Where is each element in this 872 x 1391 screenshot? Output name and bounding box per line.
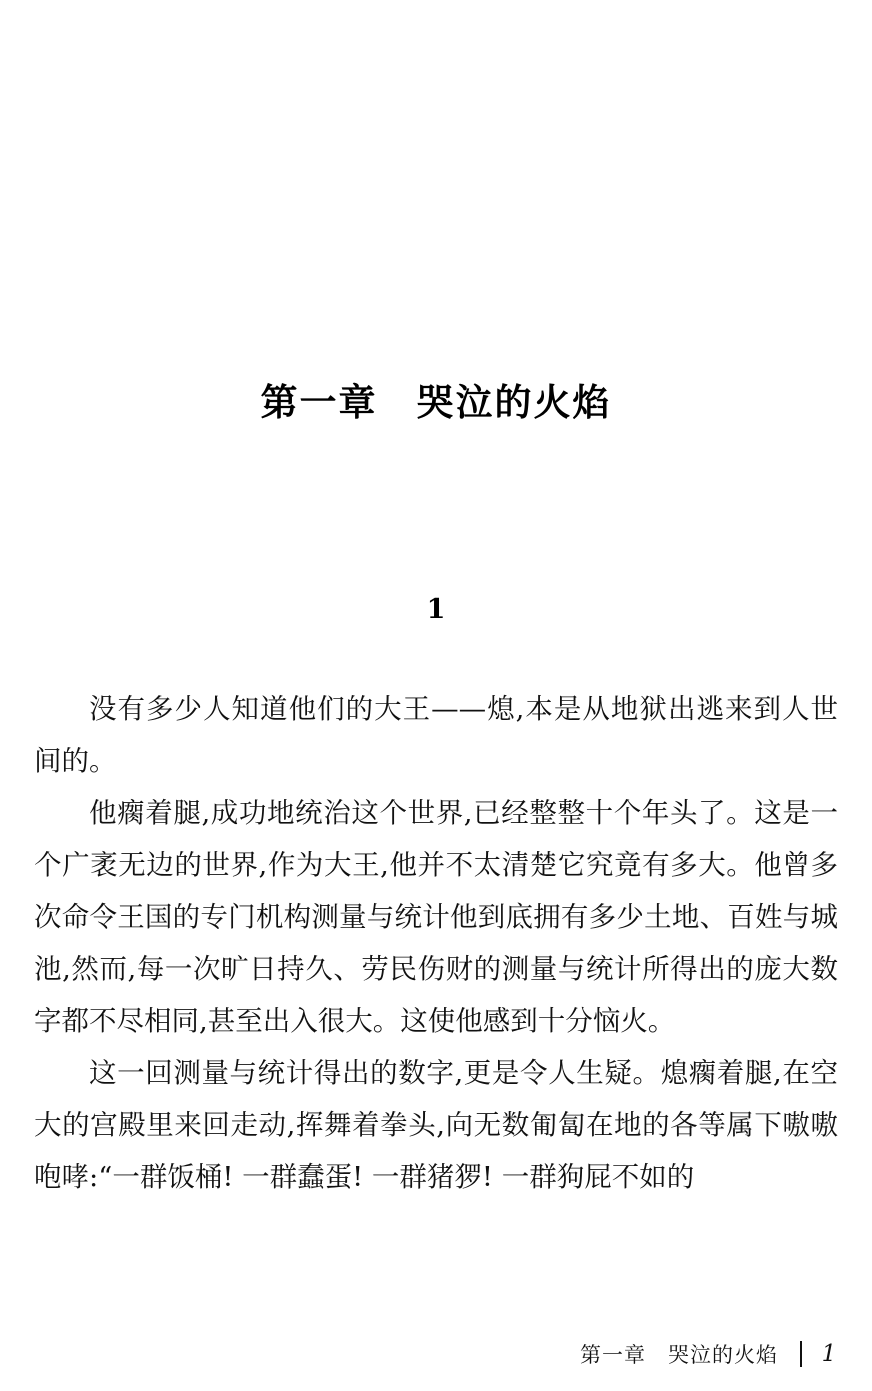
body-text [34, 683, 838, 1203]
paragraph: 没有多少人知道他们的大王——熄,本是从地狱出逃来到人世间的。 [34, 693, 838, 777]
paragraph: 这一回测量与统计得出的数字,更是令人生疑。熄瘸着腿,在空大的宫殿里来回走动,挥舞着拳头,向无数匍匐在地的各等属下嗷嗷咆哮:“一群饭桶! 一群蠢蛋! 一群猪猡! 一群狗屁不如的 [34, 1057, 838, 1193]
footer-divider [800, 1341, 802, 1367]
chapter-title: 第一章 哭泣的火焰 [260, 380, 612, 424]
footer-running-title: 第一章 哭泣的火焰 [580, 1343, 778, 1367]
page-footer [34, 1339, 838, 1369]
page-number: 1 [821, 1341, 837, 1367]
section-number: 1 [426, 594, 446, 625]
paragraph: 他瘸着腿,成功地统治这个世界,已经整整十个年头了。这是一个广袤无边的世界,作为大王,他并不太清楚它究竟有多大。他曾多次命令王国的专门机构测量与统计他到底拥有多少土地、百姓与城池,然而,每一次旷日持久、劳民伤财的测量与统计所得出的庞大数字都不尽相同,甚至出入很大。这使他感到十分恼火。 [34, 797, 838, 1037]
